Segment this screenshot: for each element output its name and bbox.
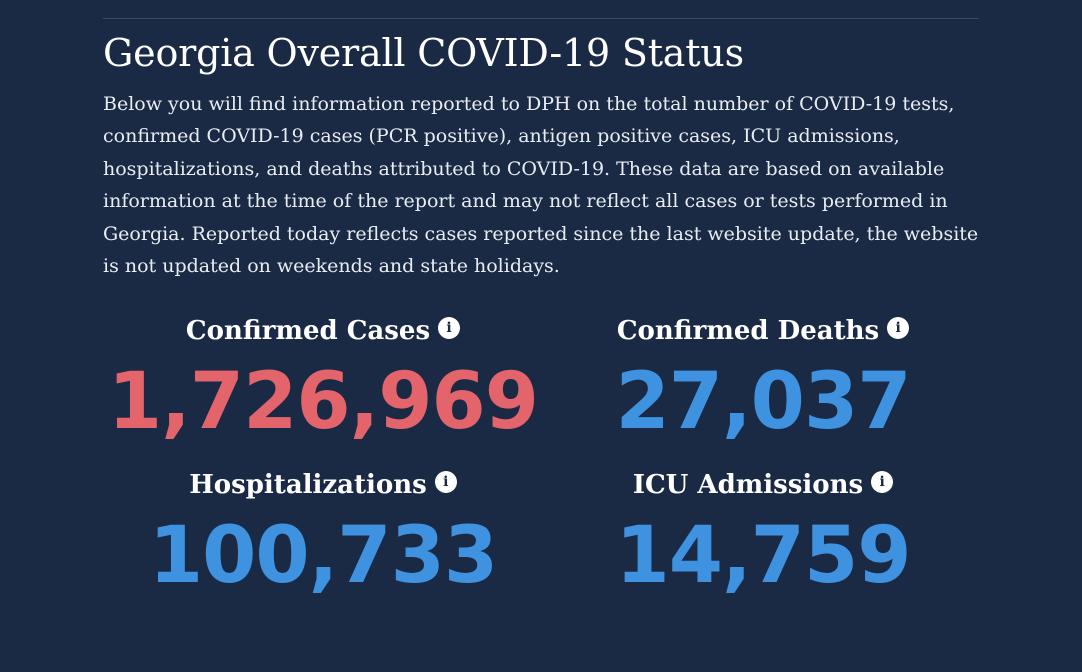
stat-label-confirmed-deaths: Confirmed Deaths [616, 316, 880, 347]
statistics-grid [103, 308, 983, 602]
page-description: Below you will find information reported to DPH on the total number of COVID-19 tests, confirmed COVID-19 cases (PCR positive), antigen positive cases, ICU admissions, hospitalizations, and deaths attributed to COVID-19. These data are based on available information at the time of the report and may not reflect all cases or tests performed in Georgia. Reported today reflects cases reported since the last website update, the website is not updated on weekends and state holidays. [103, 93, 979, 278]
stat-confirmed-cases [103, 308, 543, 448]
stat-header-confirmed-deaths [617, 314, 909, 348]
stat-confirmed-deaths [543, 308, 983, 448]
stat-header-icu-admissions [633, 468, 893, 502]
stat-header-hospitalizations [189, 468, 457, 502]
stat-value-confirmed-cases: 1,726,969 [107, 357, 539, 448]
stat-header-confirmed-cases [186, 314, 460, 348]
stat-label-confirmed-cases: Confirmed Cases [185, 316, 431, 347]
info-icon[interactable]: i [438, 317, 460, 339]
info-icon[interactable]: i [871, 471, 893, 493]
info-icon[interactable]: i [435, 471, 457, 493]
stat-value-hospitalizations: 100,733 [148, 511, 498, 602]
page-content [103, 30, 983, 602]
stat-value-confirmed-deaths: 27,037 [615, 357, 911, 448]
stat-label-icu-admissions: ICU Admissions [632, 470, 864, 501]
top-divider [103, 18, 979, 19]
page-title: Georgia Overall COVID-19 Status [103, 31, 744, 75]
stat-icu-admissions [543, 448, 983, 602]
stat-hospitalizations [103, 448, 543, 602]
stat-value-icu-admissions: 14,759 [615, 511, 911, 602]
info-icon[interactable]: i [887, 317, 909, 339]
stat-label-hospitalizations: Hospitalizations [189, 470, 427, 501]
